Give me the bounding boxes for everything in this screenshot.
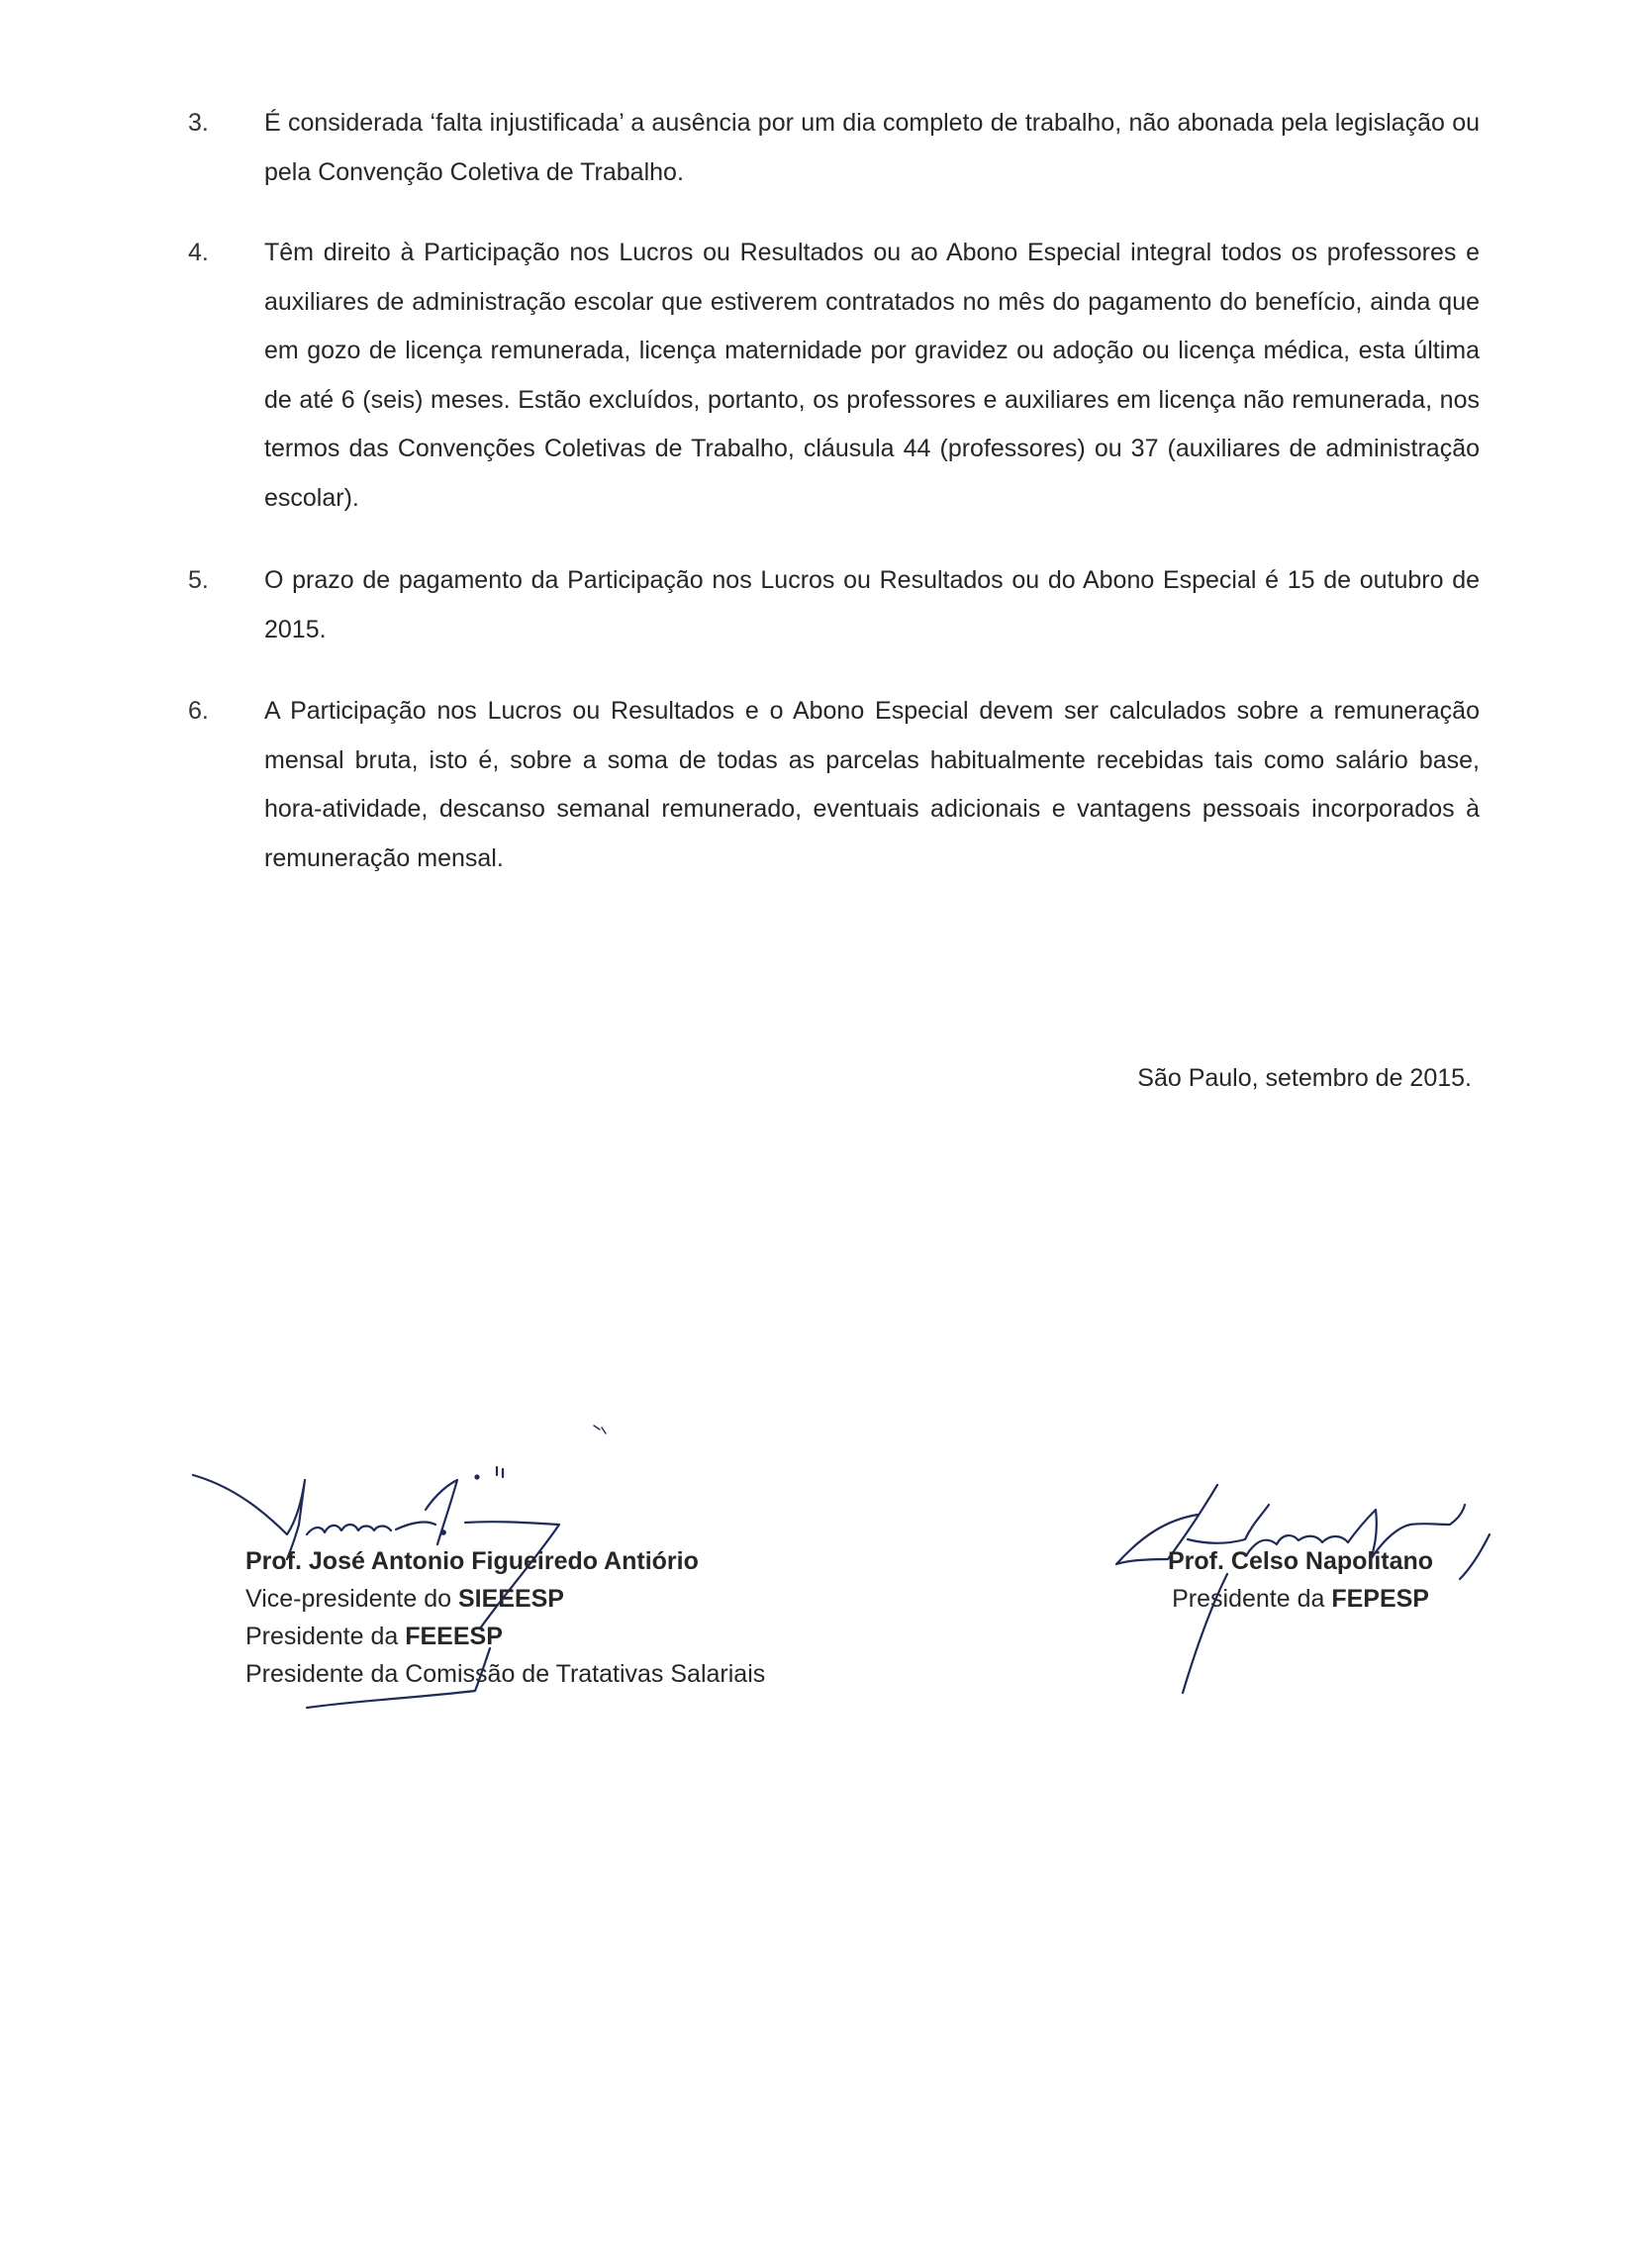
list-item-number: 6. xyxy=(188,697,209,725)
list-item-text: A Participação nos Lucros ou Resultados e o Abono Especial devem ser calculados sobre a remuneração mensal bruta, isto é, sobre a soma de todas as parcelas habitualmente recebidas tais como salário base, hora-atividade, descanso semanal remunerado, eventuais adicionais e vantagens pessoais incorporados à remuneração mensal. xyxy=(264,697,1480,872)
role-organization: FEPESP xyxy=(1331,1585,1429,1613)
list-item-text: É considerada ‘falta injustificada’ a ausência por um dia completo de trabalho, não abonada pela legislação ou pela Convenção Coletiva de Trabalho. xyxy=(264,109,1480,186)
list-item-text: O prazo de pagamento da Participação nos Lucros ou Resultados ou do Abono Especial é 15 de outubro de 2015. xyxy=(264,566,1480,643)
role-prefix: Presidente da xyxy=(245,1623,406,1650)
left-signatory-name: Prof. José Antonio Figueiredo Antiório xyxy=(245,1547,699,1575)
role-organization: SIEEESP xyxy=(457,1585,564,1613)
list-item-number: 3. xyxy=(188,109,209,137)
left-signatory-role-2 xyxy=(245,1618,765,1655)
list-item-6 xyxy=(188,687,1480,885)
right-signatory xyxy=(1168,1542,1433,1618)
role-organization: FEEESP xyxy=(405,1623,503,1650)
list-item-4 xyxy=(188,229,1480,526)
list-item-number: 4. xyxy=(188,239,209,266)
list-item-number: 5. xyxy=(188,566,209,594)
right-signatory-role-1 xyxy=(1168,1580,1433,1618)
left-signatory-role-3: Presidente da Comissão de Tratativas Salariais xyxy=(245,1660,766,1688)
right-signatory-name: Prof. Celso Napolitano xyxy=(1168,1547,1434,1575)
list-item-3 xyxy=(188,99,1480,198)
role-prefix: Presidente da xyxy=(1172,1585,1332,1613)
left-signatory-role-1 xyxy=(245,1580,765,1618)
list-item-5 xyxy=(188,556,1480,655)
date-place: São Paulo, setembro de 2015. xyxy=(1137,1064,1472,1092)
list-item-text: Têm direito à Participação nos Lucros ou Resultados ou ao Abono Especial integral todos os professores e auxiliares de administração escolar que estiverem contratados no mês do pagamento do benefício, ainda que em gozo de licença remunerada, licença maternidade por gravidez ou adoção ou licença médica, esta última de até 6 (seis) meses. Estão excluídos, portanto, os professores e auxiliares em licença não remunerada, nos termos das Convenções Coletivas de Trabalho, cláusula 44 (professores) ou 37 (auxiliares de administração escolar). xyxy=(264,239,1480,512)
role-prefix: Vice-presidente do xyxy=(245,1585,458,1613)
left-signatory xyxy=(245,1542,765,1693)
